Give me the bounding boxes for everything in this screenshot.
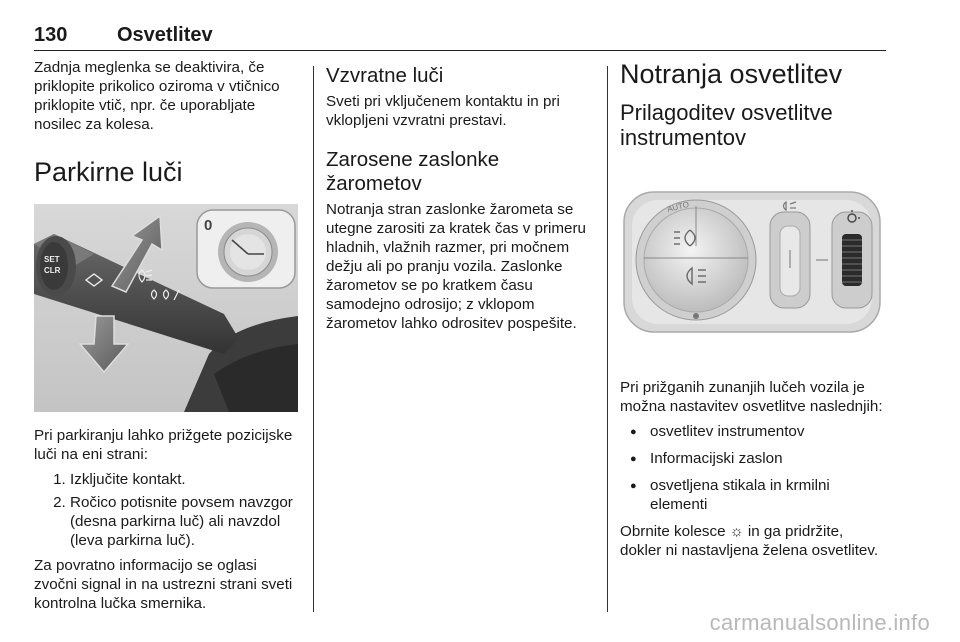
- watermark: carmanualsonline.info: [709, 610, 930, 635]
- list-item: 1. Izključite kontakt.: [70, 470, 300, 489]
- column-divider: [313, 66, 314, 612]
- page-header: [34, 22, 886, 51]
- light-switch-illustration: [620, 188, 884, 338]
- fogged-lenses-paragraph: Notranja stran zaslonke žarometa se utegne zarositi za kratek čas v primeru hladnih, vlažnih razmer, pri močnem dežju ali po pranju vozila. Zaslonke žarometov se po kratkem času samodejno odrosijo; z vklopom žarometov lahko odrositev pospešite.: [326, 201, 586, 332]
- heading-parking-lights: Parkirne luči: [34, 157, 183, 187]
- brightness-icon: [693, 313, 699, 319]
- reverse-lights-paragraph: Sveti pri vključenem kontaktu in pri vklopljeni vzvratni prestavi.: [326, 93, 560, 129]
- column-divider: [607, 66, 608, 612]
- turn-signal-lever-illustration: [34, 204, 298, 412]
- thumbwheel-paragraph: Obrnite kolesce ☼ in ga pridržite, dokler ni nastavljena želena osvetlitev.: [620, 523, 879, 559]
- illumination-list: [620, 422, 888, 514]
- set-label: SET: [44, 255, 60, 264]
- column-1: [34, 58, 300, 613]
- auto-label: AUTO: [666, 199, 690, 214]
- illumination-paragraph: Pri prižganih zunanjih lučeh vozila je možna nastavitev osvetlitve naslednjih:: [620, 379, 883, 415]
- heading-fogged-lenses: Zarosene zaslonke žarometov: [326, 148, 500, 195]
- heading-reverse-lights: Vzvratne luči: [326, 64, 444, 87]
- steps-list: [34, 470, 300, 550]
- ignition-zero-label: 0: [204, 217, 213, 234]
- feedback-paragraph: Za povratno informacijo se oglasi zvočni signal in na ustrezni strani sveti kontrolna lučka smernika.: [34, 557, 293, 612]
- heading-interior-lighting: Notranja osvetlitev: [620, 59, 843, 89]
- list-item: ● osvetlitev instrumentov: [650, 422, 888, 441]
- list-item: ● Informacijski zaslon: [650, 449, 888, 468]
- intro-paragraph: Zadnja meglenka se deaktivira, če priklopite prikolico oziroma v vtičnico priklopite vtič, npr. če uporabljate nosilec za kolesa.: [34, 59, 280, 133]
- page-number: 130: [34, 24, 68, 46]
- column-2: [326, 58, 594, 333]
- list-item: 2. Ročico potisnite povsem navzgor (desna parkirna luč) ali navzdol (leva parkirna luč).: [70, 493, 300, 550]
- column-3: [620, 58, 888, 560]
- section-title: Osvetlitev: [117, 24, 213, 46]
- list-item: ● osvetljena stikala in krmilni elementi: [650, 476, 888, 514]
- clr-label: CLR: [44, 266, 61, 275]
- parking-paragraph: Pri parkiranju lahko prižgete pozicijske luči na eni strani:: [34, 427, 293, 463]
- heading-instrument-illumination: Prilagoditev osvetlitve instrumentov: [620, 100, 833, 150]
